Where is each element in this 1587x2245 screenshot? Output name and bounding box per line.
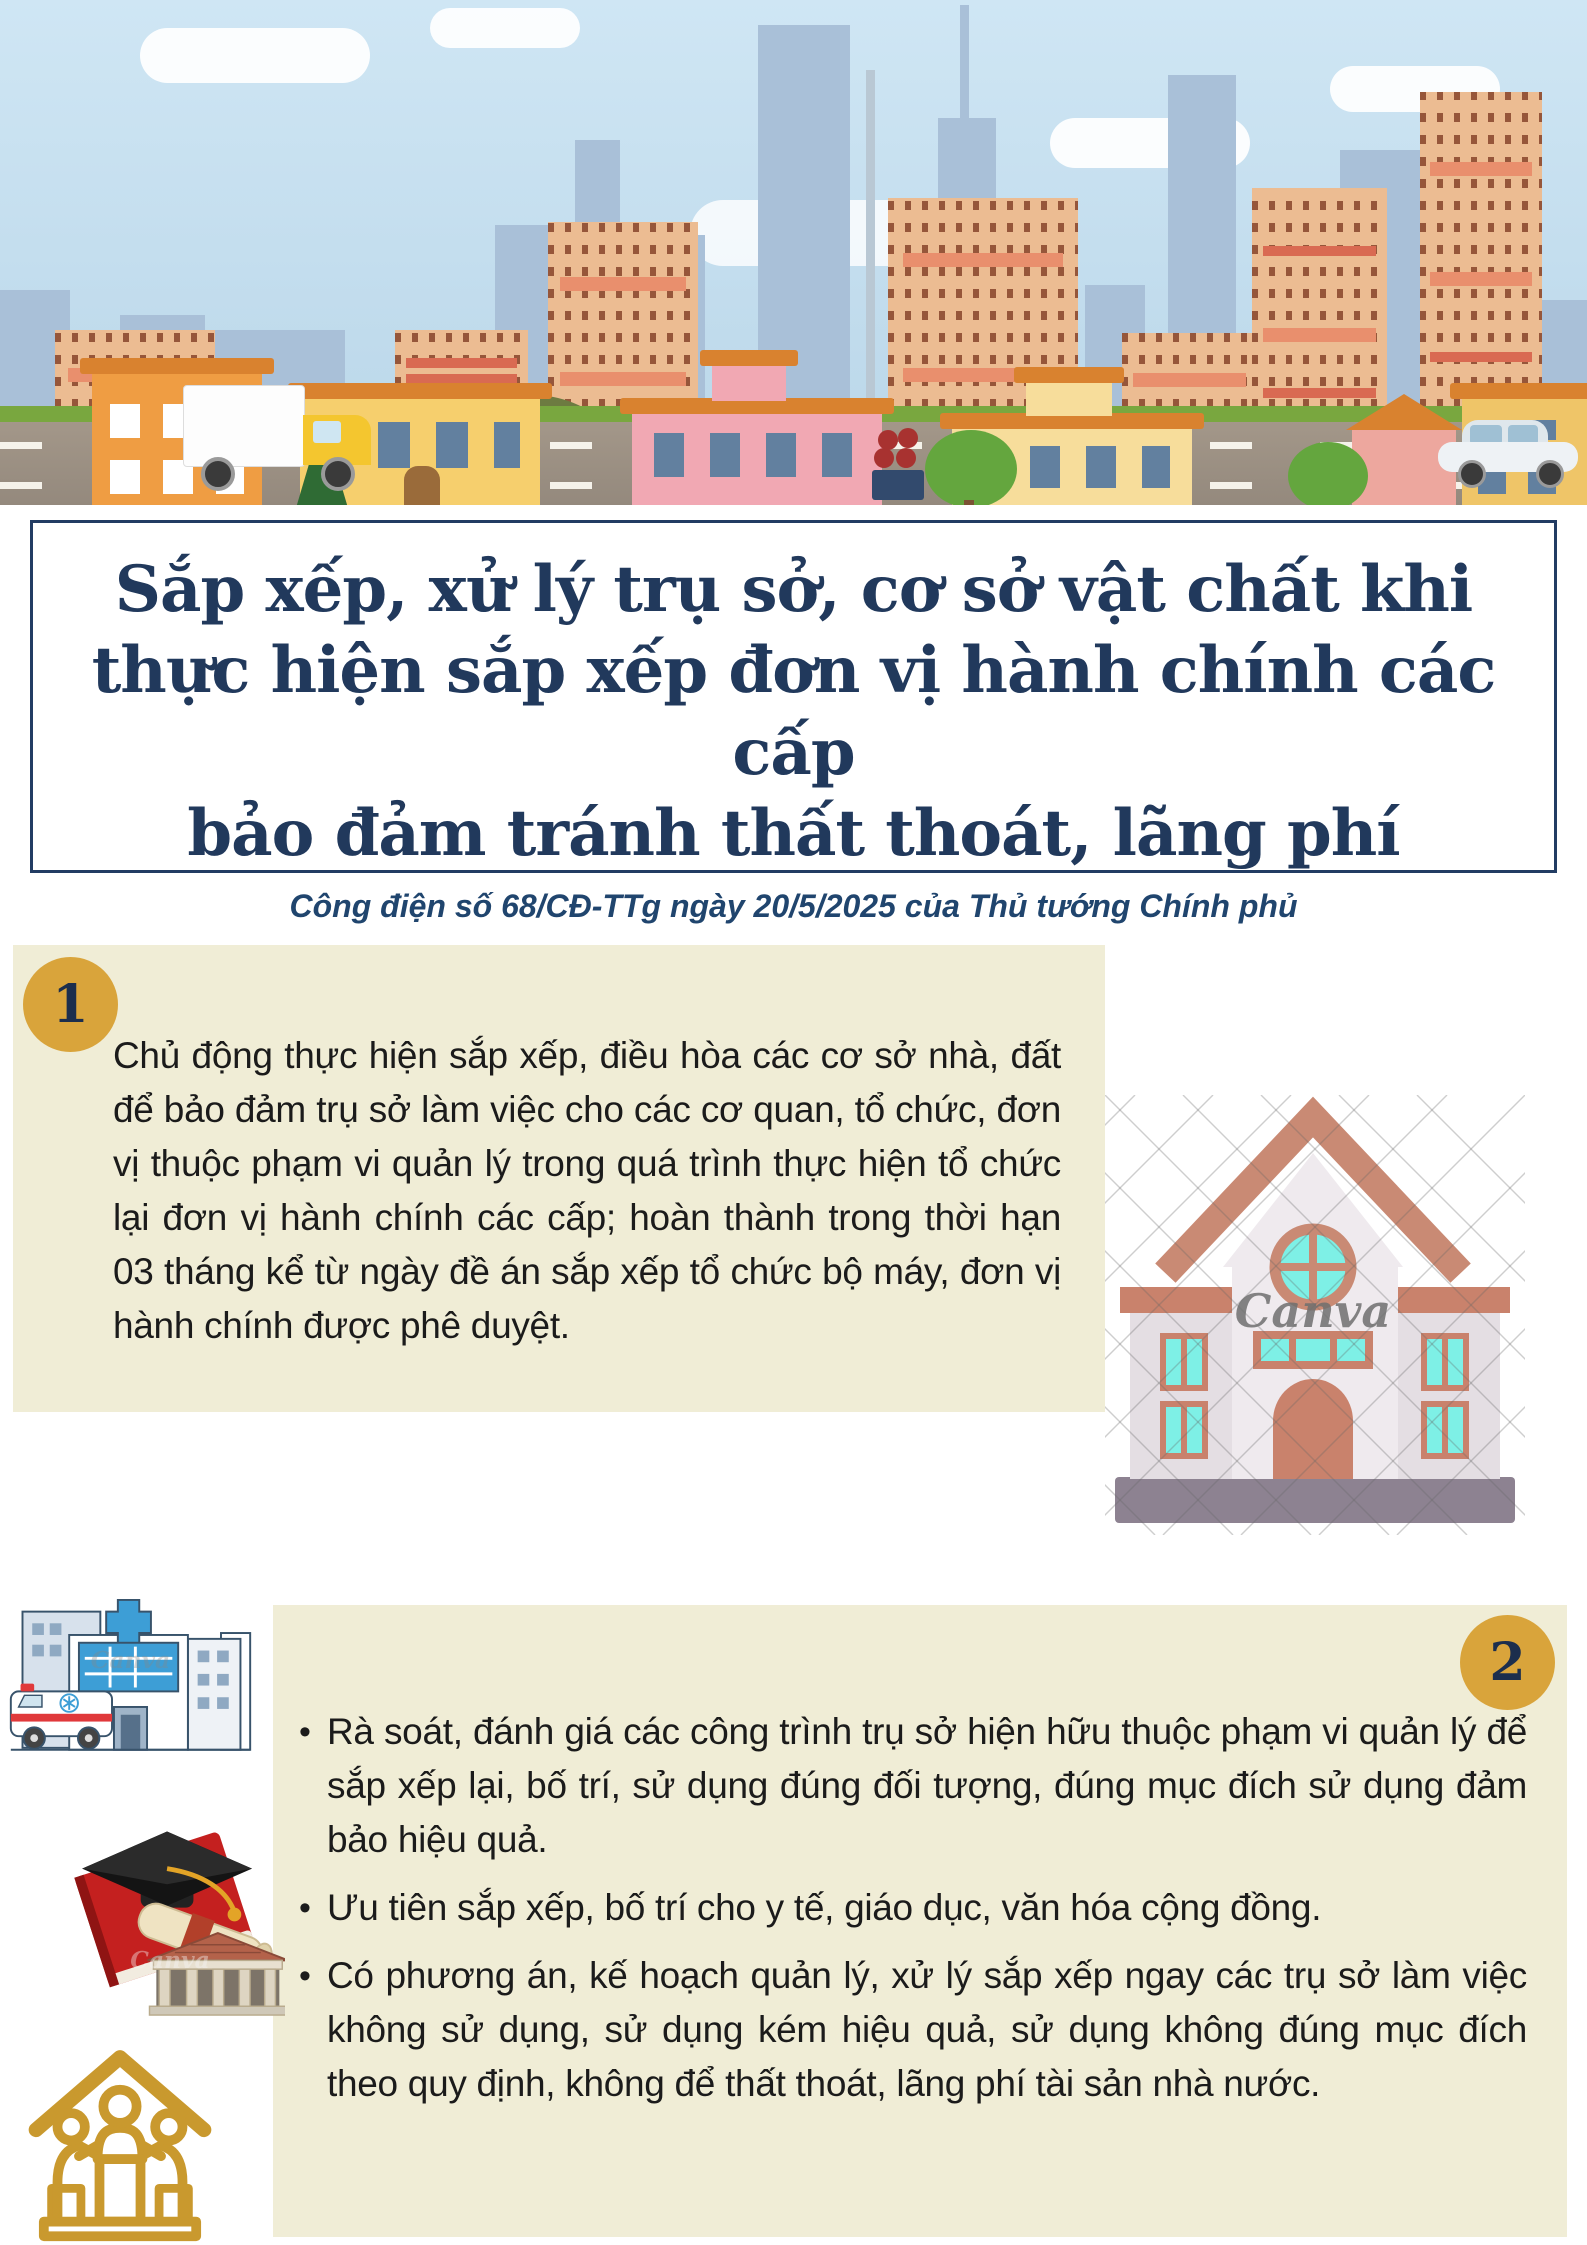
- section-1-body: Chủ động thực hiện sắp xếp, điều hòa các cơ sở nhà, đất để bảo đảm trụ sở làm việc cho các cơ quan, tổ chức, đơn vị thuộc phạm vi quản lý trong quá trình thực hiện tổ chức lại đơn vị hành chính các cấp; hoàn thành trong thời hạn 03 tháng kể từ ngày đề án sắp xếp tổ chức bộ máy, đơn vị hành chính được phê duyệt.: [113, 1035, 1061, 1346]
- canva-watermark-text: Canva: [1234, 1284, 1392, 1338]
- delivery-truck: [183, 385, 393, 495]
- community-meeting-icon: [20, 2036, 220, 2245]
- page-subtitle: Công điện số 68/CĐ-TTg ngày 20/5/2025 của Thủ tướng Chính phủ: [289, 888, 1298, 925]
- page-title-line-1: Sắp xếp, xử lý trụ sở, cơ sở vật chất khi: [114, 552, 1473, 627]
- section-1-number: 1: [52, 974, 89, 1035]
- city-banner-illustration: [0, 0, 1587, 505]
- office-building-illustration: [1105, 1095, 1525, 1535]
- section-1-panel: [13, 945, 1105, 1412]
- canva-watermark-text: Canva: [90, 1646, 171, 1675]
- car: [1438, 420, 1578, 480]
- section-2-panel: [273, 1605, 1567, 2237]
- section-2-number-badge: [1460, 1615, 1555, 1710]
- page-title-line-2: thực hiện sắp xếp đơn vị hành chính các cấp: [91, 633, 1496, 790]
- lamp-pole: [866, 70, 875, 422]
- street-vendor-cart: [872, 428, 932, 505]
- house: [632, 413, 882, 505]
- bullet-item: • Ưu tiên sắp xếp, bố trí cho y tế, giáo dục, văn hóa cộng đồng.: [293, 1881, 1527, 1935]
- bullet-item: • Có phương án, kế hoạch quản lý, xử lý sắp xếp ngay các trụ sở làm việc không sử dụng, sử dụng kém hiệu quả, sử dụng không đúng mục đích theo quy định, không để thất thoát, lãng phí tài sản nhà nước.: [293, 1949, 1527, 2111]
- section-2-bullet-list: [293, 1705, 1527, 2111]
- canva-watermark-text: Canva: [130, 1946, 210, 1975]
- skyscraper: [1420, 92, 1542, 430]
- section-2-number: 2: [1489, 1632, 1526, 1693]
- hospital-ambulance-illustration: [8, 1598, 253, 1778]
- section-1-number-badge: [23, 957, 118, 1052]
- title-box: [30, 520, 1557, 925]
- education-books-graduation-illustration: [55, 1812, 285, 2017]
- page-title-line-3: bảo đảm tránh thất thoát, lãng phí: [187, 795, 1400, 871]
- bullet-item: • Rà soát, đánh giá các công trình trụ sở hiện hữu thuộc phạm vi quản lý để sắp xếp lại, bố trí, sử dụng đúng đối tượng, đúng mục đích sử dụng đảm bảo hiệu quả.: [293, 1705, 1527, 1867]
